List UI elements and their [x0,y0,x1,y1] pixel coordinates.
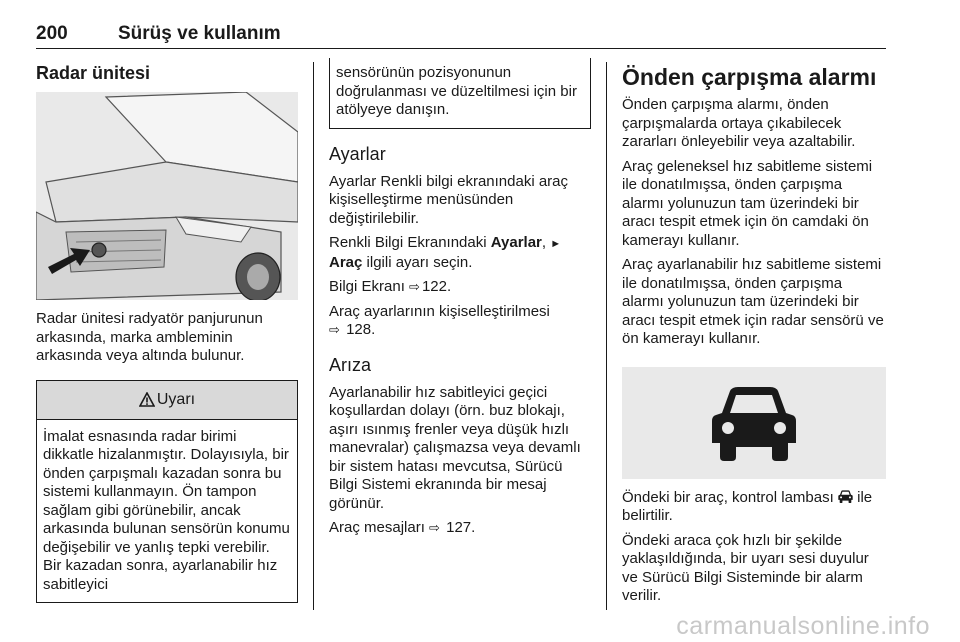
fca-p4-suffix: ile belirtilir. [622,488,873,524]
settings-paragraph-1: Ayarlar Renkli bilgi ekranındaki araç kişiselleştirme menüsünden değiştirilebilir. [329,172,569,227]
info-display-ref-page[interactable]: 122. [421,278,452,295]
fca-p4-prefix: Öndeki bir araç, kontrol lambası [622,488,834,506]
menu-arrow-icon: ► [550,238,562,250]
column-2 [329,62,591,544]
fault-paragraph-1: Ayarlanabilir hız sabitleyici geçici koşullardan dolayı (örn. buz blokajı, aşırı ısınmış frenler veya düşük hızlı manevralar) çalışmazsa veya devamlı bir sistem hatası mevcutsa, Sürücü Bilgi Sistemi ekranında bir mesaj görünür. [329,383,581,512]
vehicle-ahead-indicator-icon [838,490,853,503]
settings-paragraph-4 [329,303,591,340]
info-display-ref-text: Bilgi Ekranı [329,278,405,295]
settings-paragraph-2 [329,234,591,272]
column-divider-1 [313,62,314,610]
settings-p2-prefix: Renkli Bilgi Ekranındaki [329,234,491,251]
warning-triangle-icon [139,392,155,408]
personalization-ref-text: Araç ayarlarının kişiselleştirilmesi [329,302,550,320]
column-divider-2 [606,62,607,610]
warning-header [37,381,297,420]
warning-box [36,380,298,604]
car-radar-illustration [36,92,298,300]
column-1 [36,62,298,603]
settings-p2-separator: , [541,234,551,251]
warning-text: İmalat esnasında radar birimi dikkatle hizalanmıştır. Dolayısıyla, bir önden çarpışmalı kazadan sonra bu sistemi kullanmayın. Ön tampon sağlam gibi görünebilir, ancak arkasında bulunan sensörün konumu değişebilir ve yanlış tepki verebilir. Bir kazadan sonra, ayarlanabilir hız sabitleyici [43,427,290,593]
fca-paragraph-1: Önden çarpışma alarmı, önden çarpışmalarda ortaya çıkabilecek zararları önleyebilir veya azaltabilir. [622,96,856,150]
warning-body [37,420,297,603]
warning-title: Uyarı [156,390,196,408]
fca-paragraph-4 [622,489,886,526]
menu-vehicle-label: Araç [329,253,363,271]
settings-paragraph-3 [329,278,591,297]
settings-p2-suffix: ilgili ayarı seçin. [362,253,473,271]
vehicle-messages-ref-page[interactable]: 127. [446,519,476,536]
page-number: 200 [36,23,68,44]
page-ref-icon: ⇨ [429,520,440,535]
section-title: Sürüş ve kullanım [118,23,281,44]
page-ref-icon: ⇨ [329,322,340,337]
vehicle-ahead-symbol-box [622,367,886,479]
fca-paragraph-2: Araç geleneksel hız sabitleme sistemi ile donatılmışsa, önden çarpışma alarmı yolunuzun tam üzerindeki bir aracı tespit etmek için ön camdaki ön kamerayı kullanır. [622,157,873,249]
vehicle-ahead-icon [712,385,796,461]
fca-paragraph-3: Araç ayarlanabilir hız sabitleme sistemi ile donatılmışsa, önden çarpışma alarmı yolunuzun tam üzerindeki bir aracı tespit etmek için radar sensörü ve ön kamerayı kullanır. [622,256,884,347]
fault-paragraph-2 [329,519,591,538]
page-header [36,22,886,49]
fca-paragraph-5: Öndeki araca çok hızlı bir şekilde yaklaşıldığında, bir uyarı sesi duyulur ve Sürücü Bilgi Sisteminde bir alarm verilir. [622,531,869,604]
column-3 [622,62,886,612]
radar-location-caption: Radar ünitesi radyatör panjurunun arkasında, marka ambleminin arkasında veya altında bulunur. [36,310,263,364]
page-ref-icon: ⇨ [409,279,420,294]
warning-continued-box [329,58,591,129]
watermark: carmanualsonline.info [676,612,930,640]
settings-heading: Ayarlar [329,143,386,164]
personalization-ref-page[interactable]: 128. [346,321,376,338]
forward-collision-heading: Önden çarpışma alarmı [622,64,877,90]
vehicle-messages-ref-text: Araç mesajları [329,519,425,536]
fault-heading: Arıza [329,354,372,375]
menu-settings-label: Ayarlar [490,234,542,251]
warning-continued-text: sensörünün pozisyonunun doğrulanması ve düzeltilmesi için bir atölyeye danışın. [336,64,577,118]
radar-unit-heading: Radar ünitesi [36,63,151,83]
car-front-drawing [36,92,298,300]
